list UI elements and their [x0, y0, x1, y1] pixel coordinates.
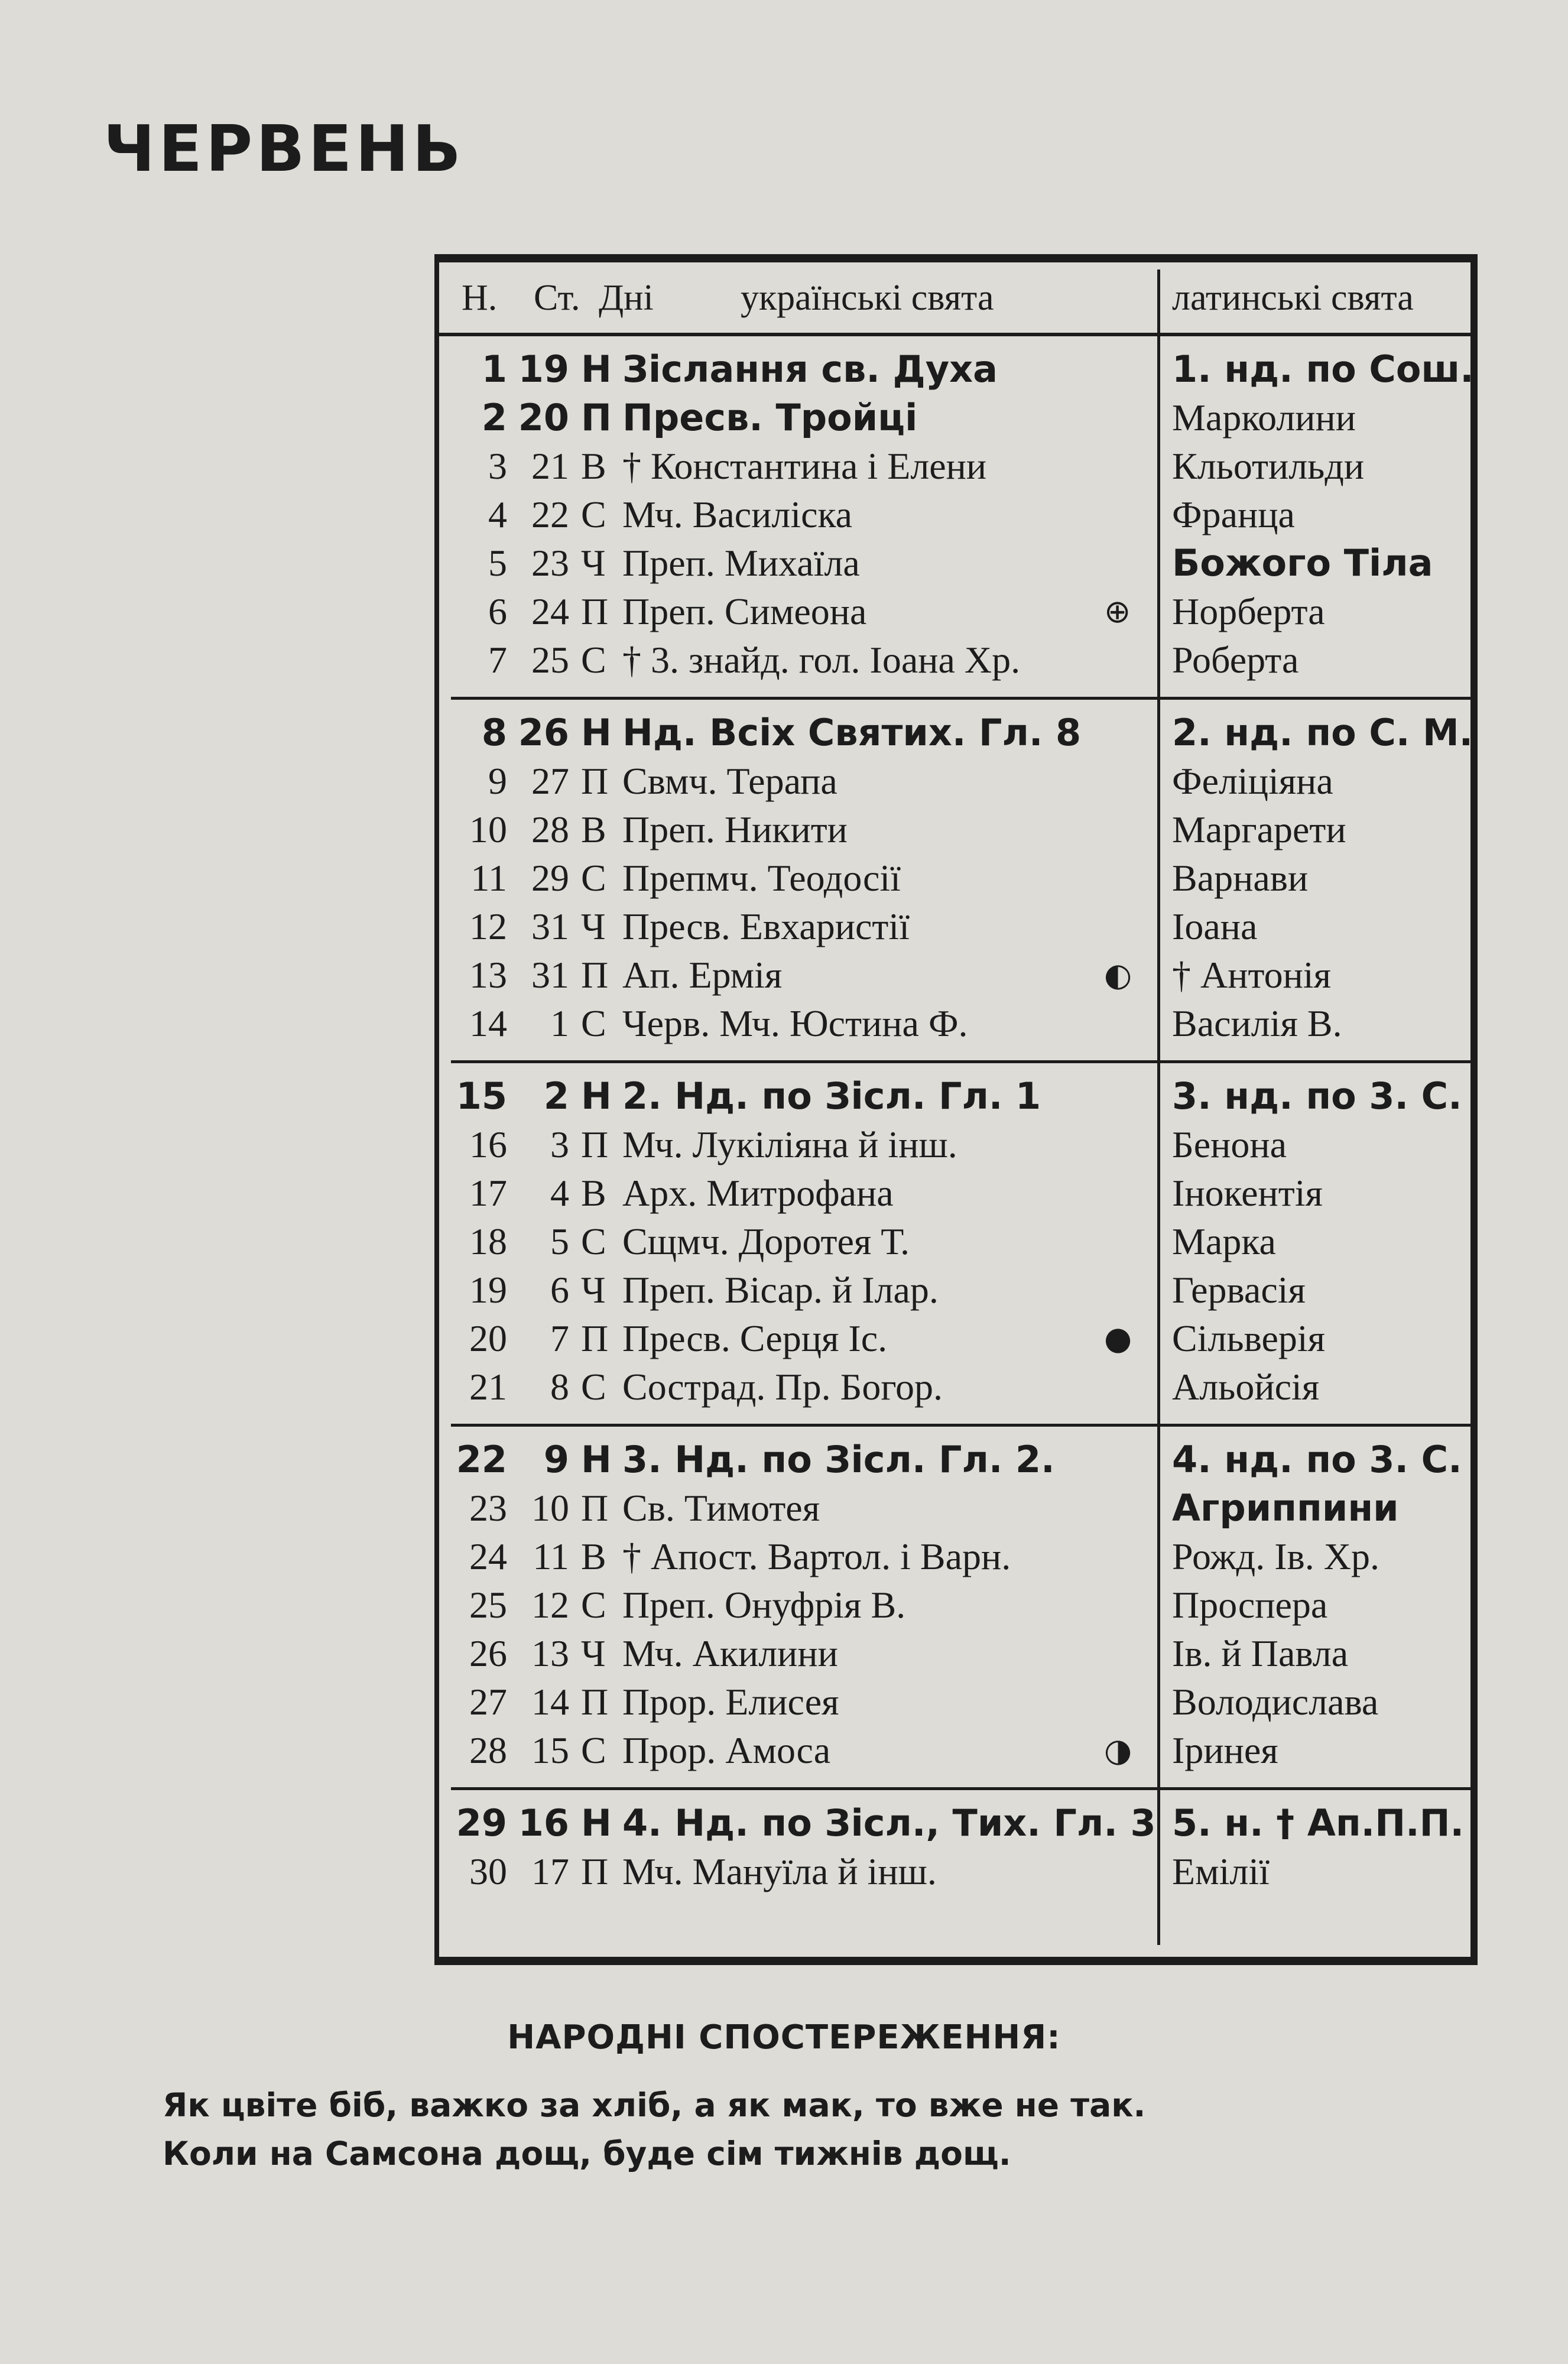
old-style-day: 28 [531, 808, 569, 850]
table-row [451, 951, 1473, 999]
day-number: 30 [469, 1850, 507, 1892]
table-row [451, 902, 1473, 951]
weekday: С [581, 1220, 606, 1262]
day-number: 24 [469, 1535, 507, 1577]
ukrainian-feast: Преп. Никити [622, 808, 848, 850]
latin-feast: Марка [1172, 1220, 1276, 1262]
page-title: ЧЕРВЕНЬ [103, 112, 465, 186]
weekday: Н [581, 1074, 612, 1118]
ukrainian-feast: Пресв. Евхаристії [622, 905, 910, 947]
week-block [451, 709, 1473, 1063]
table-row [451, 1581, 1473, 1629]
weekday: П [581, 1317, 609, 1359]
latin-feast: Варнави [1172, 857, 1309, 899]
day-number: 9 [488, 760, 507, 802]
weekday: П [581, 396, 612, 439]
weekday: С [581, 639, 606, 681]
ukrainian-feast: 3. Нд. по Зісл. Гл. 2. [622, 1438, 1055, 1481]
table-row [451, 854, 1473, 902]
old-style-day: 12 [531, 1584, 569, 1626]
old-style-day: 9 [543, 1438, 569, 1481]
weekday: С [581, 857, 606, 899]
old-style-day: 14 [531, 1681, 569, 1723]
ukrainian-feast: Прор. Амоса [622, 1729, 831, 1771]
ukrainian-feast: 2. Нд. по Зісл. Гл. 1 [622, 1074, 1041, 1118]
week-block [451, 1799, 1473, 1953]
latin-feast: † Антонія [1172, 954, 1332, 996]
ukrainian-feast: Мч. Акилини [622, 1632, 838, 1674]
day-number: 4 [488, 493, 507, 535]
weekday: В [581, 1172, 606, 1214]
day-number: 19 [469, 1269, 507, 1311]
header-lat: латинські свята [1172, 278, 1414, 318]
old-style-day: 10 [531, 1487, 569, 1529]
weekday: С [581, 1002, 606, 1044]
latin-feast: 3. нд. по 3. С. [1172, 1074, 1462, 1118]
table-row [451, 636, 1473, 684]
day-number: 16 [469, 1123, 507, 1165]
day-number: 27 [469, 1681, 507, 1723]
table-row [451, 1847, 1473, 1896]
ukrainian-feast: Нд. Всіх Святих. Гл. 8 [622, 711, 1082, 754]
day-number: 15 [456, 1074, 507, 1118]
latin-feast: Рожд. Ів. Хр. [1172, 1535, 1379, 1577]
day-number: 20 [469, 1317, 507, 1359]
day-number: 29 [456, 1801, 507, 1845]
table-row [451, 709, 1473, 757]
table-row [451, 587, 1473, 636]
latin-feast: Феліціяна [1172, 760, 1333, 802]
ukrainian-feast: Прор. Елисея [622, 1681, 839, 1723]
header-days: Дні [599, 278, 654, 318]
day-number: 10 [469, 808, 507, 850]
weekday: П [581, 1681, 609, 1723]
ukrainian-feast: Преп. Онуфрія В. [622, 1584, 906, 1626]
table-row [451, 442, 1473, 491]
old-style-day: 25 [531, 639, 569, 681]
table-row [451, 1726, 1473, 1775]
weekday: Н [581, 348, 612, 391]
weekday: С [581, 493, 606, 535]
old-style-day: 3 [550, 1123, 569, 1165]
ukrainian-feast: Пресв. Тройці [622, 396, 918, 439]
old-style-day: 11 [533, 1535, 569, 1577]
weekday: Ч [581, 905, 606, 947]
week-block [451, 1072, 1473, 1427]
day-number: 22 [456, 1438, 507, 1481]
latin-feast: Марколини [1172, 397, 1356, 439]
ukrainian-feast: 4. Нд. по Зісл., Тих. Гл. 3 [622, 1801, 1156, 1845]
weekday: С [581, 1584, 606, 1626]
ukrainian-feast: Свмч. Терапа [622, 760, 837, 802]
table-row [451, 1532, 1473, 1581]
latin-feast: 1. нд. по Сош. [1172, 348, 1474, 391]
day-number: 13 [469, 954, 507, 996]
moon-phase-icon: ● [1104, 1320, 1132, 1357]
header-st: Ст. [534, 278, 580, 318]
day-number: 7 [488, 639, 507, 681]
ukrainian-feast: Зіслання св. Духа [622, 348, 998, 391]
week-block [451, 1436, 1473, 1790]
latin-feast: Агриппини [1172, 1486, 1399, 1530]
ukrainian-feast: Преп. Михаїла [622, 542, 860, 584]
table-row [451, 1217, 1473, 1266]
weekday: П [581, 1850, 609, 1892]
weekday: В [581, 1535, 606, 1577]
day-number: 2 [481, 396, 507, 439]
weekday: Ч [581, 542, 606, 584]
old-style-day: 7 [550, 1317, 569, 1359]
ukrainian-feast: Мч. Мануїла й інш. [622, 1850, 937, 1892]
old-style-day: 2 [543, 1074, 569, 1118]
table-row [451, 806, 1473, 854]
ukrainian-feast: Преп. Симеона [622, 590, 867, 632]
table-row [451, 1363, 1473, 1411]
old-style-day: 22 [531, 493, 569, 535]
latin-feast: Норберта [1172, 590, 1325, 632]
weekday: Н [581, 1438, 612, 1481]
table-row [451, 1629, 1473, 1678]
old-style-day: 1 [550, 1002, 569, 1044]
latin-feast: 2. нд. по С. М. [1172, 711, 1473, 754]
old-style-day: 4 [550, 1172, 569, 1214]
old-style-day: 31 [531, 905, 569, 947]
table-row [451, 1799, 1473, 1847]
old-style-day: 19 [518, 348, 569, 391]
weekday: Н [581, 711, 612, 754]
ukrainian-feast: † Константина і Елени [622, 445, 987, 487]
latin-feast: Божого Тіла [1172, 541, 1433, 584]
ukrainian-feast: Мч. Василіска [622, 493, 853, 535]
latin-feast: 5. н. † Ап.П.П. [1172, 1801, 1465, 1845]
calendar-table [434, 254, 1478, 1965]
table-row [451, 1484, 1473, 1532]
weekday: Ч [581, 1632, 606, 1674]
day-number: 21 [469, 1366, 507, 1408]
weekday: Н [581, 1801, 612, 1845]
table-row [451, 345, 1473, 394]
table-row [451, 539, 1473, 587]
latin-feast: Гервасія [1172, 1269, 1306, 1311]
weekday: Ч [581, 1269, 606, 1311]
latin-feast: Роберта [1172, 639, 1299, 681]
ukrainian-feast: † Апост. Вартол. і Варн. [622, 1535, 1011, 1577]
table-row [451, 394, 1473, 442]
observation-line: Коли на Самсона дощ, буде сім тижнів дощ. [163, 2135, 1011, 2173]
old-style-day: 20 [518, 396, 569, 439]
latin-feast: Іринея [1172, 1729, 1278, 1771]
latin-feast: Володислава [1172, 1681, 1379, 1723]
observations-title: НАРОДНІ СПОСТЕРЕЖЕННЯ: [507, 2018, 1061, 2057]
latin-feast: Ів. й Павла [1172, 1632, 1349, 1674]
ukrainian-feast: Сострад. Пр. Богор. [622, 1366, 943, 1408]
old-style-day: 21 [531, 445, 569, 487]
old-style-day: 13 [531, 1632, 569, 1674]
weekday: П [581, 1123, 609, 1165]
old-style-day: 8 [550, 1366, 569, 1408]
ukrainian-feast: Сщмч. Доротея Т. [622, 1220, 910, 1262]
day-number: 11 [470, 857, 507, 899]
day-number: 1 [481, 348, 507, 391]
ukrainian-feast: Пресв. Серця Іс. [622, 1317, 888, 1359]
day-number: 6 [488, 590, 507, 632]
day-number: 23 [469, 1487, 507, 1529]
weekday: С [581, 1729, 606, 1771]
header-n: Н. [462, 278, 498, 318]
weekday: П [581, 954, 609, 996]
ukrainian-feast: Св. Тимотея [622, 1487, 820, 1529]
day-number: 12 [469, 905, 507, 947]
ukrainian-feast: † 3. знайд. гол. Іоана Хр. [622, 639, 1021, 681]
old-style-day: 16 [518, 1801, 569, 1845]
old-style-day: 6 [550, 1269, 569, 1311]
weekday: П [581, 760, 609, 802]
latin-feast: Емілії [1172, 1850, 1270, 1892]
moon-phase-icon: ⊕ [1104, 593, 1131, 630]
old-style-day: 27 [531, 760, 569, 802]
table-row [451, 1678, 1473, 1726]
latin-feast: Кльотильди [1172, 445, 1365, 487]
old-style-day: 15 [531, 1729, 569, 1771]
ukrainian-feast: Препмч. Теодосії [622, 857, 901, 899]
day-number: 18 [469, 1220, 507, 1262]
day-number: 5 [488, 542, 507, 584]
table-row [451, 1169, 1473, 1217]
ukrainian-feast: Ап. Ермія [622, 954, 783, 996]
day-number: 17 [469, 1172, 507, 1214]
ukrainian-feast: Преп. Вісар. й Ілар. [622, 1269, 939, 1311]
latin-feast: 4. нд. по 3. С. [1172, 1438, 1462, 1481]
moon-phase-icon: ◐ [1104, 956, 1132, 993]
table-row [451, 1266, 1473, 1314]
day-number: 3 [488, 445, 507, 487]
table-row [451, 999, 1473, 1048]
latin-feast: Василія В. [1172, 1002, 1342, 1044]
table-row [451, 491, 1473, 539]
old-style-day: 17 [531, 1850, 569, 1892]
latin-feast: Іоана [1172, 905, 1258, 947]
ukrainian-feast: Мч. Лукіліяна й інш. [622, 1123, 957, 1165]
old-style-day: 5 [550, 1220, 569, 1262]
old-style-day: 31 [531, 954, 569, 996]
ukrainian-feast: Черв. Мч. Юстина Ф. [622, 1002, 968, 1044]
weekday: П [581, 1487, 609, 1529]
day-number: 8 [481, 711, 507, 754]
latin-feast: Сільверія [1172, 1317, 1326, 1359]
weekday: В [581, 445, 606, 487]
week-block [451, 345, 1473, 700]
old-style-day: 23 [531, 542, 569, 584]
latin-feast: Інокентія [1172, 1172, 1323, 1214]
weekday: С [581, 1366, 606, 1408]
table-header [439, 262, 1470, 336]
table-row [451, 1314, 1473, 1363]
day-number: 28 [469, 1729, 507, 1771]
table-row [451, 1121, 1473, 1169]
latin-feast: Альойсія [1172, 1366, 1320, 1408]
latin-feast: Маргарети [1172, 808, 1346, 850]
observation-line: Як цвіте біб, важко за хліб, а як мак, то вже не так. [163, 2086, 1146, 2124]
old-style-day: 26 [518, 711, 569, 754]
day-number: 25 [469, 1584, 507, 1626]
weekday: П [581, 590, 609, 632]
old-style-day: 29 [531, 857, 569, 899]
latin-feast: Франца [1172, 493, 1295, 535]
table-row [451, 1072, 1473, 1121]
latin-feast: Бенона [1172, 1123, 1287, 1165]
weekday: В [581, 808, 606, 850]
table-row [451, 757, 1473, 806]
ukrainian-feast: Арх. Митрофана [622, 1172, 894, 1214]
moon-phase-icon: ◑ [1104, 1732, 1132, 1769]
table-row [451, 1436, 1473, 1484]
latin-feast: Проспера [1172, 1584, 1328, 1626]
old-style-day: 24 [531, 590, 569, 632]
day-number: 14 [469, 1002, 507, 1044]
header-ua: українські свята [741, 278, 994, 318]
day-number: 26 [469, 1632, 507, 1674]
